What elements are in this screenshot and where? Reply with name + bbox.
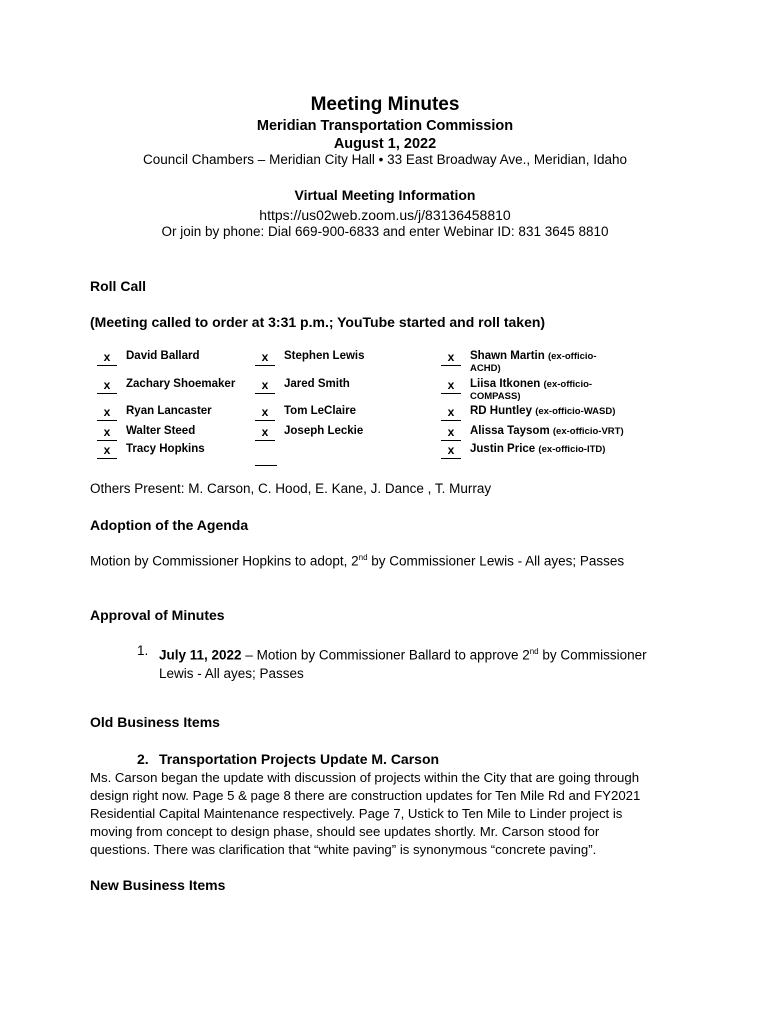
- member-name: Liisa Itkonen: [470, 378, 541, 390]
- agenda-motion-text: Motion by Commissioner Hopkins to adopt, 2: [90, 553, 359, 569]
- member-role: (ex-officio-: [543, 379, 593, 390]
- paragraph-line: Residential Capital Maintenance respectively. Page 7, Ustick to Ten Mile to Linder project is: [90, 806, 623, 821]
- attendance-mark: x: [441, 378, 461, 394]
- new-business-heading: New Business Items: [90, 877, 226, 893]
- roll-call-heading: Roll Call: [90, 278, 147, 294]
- minutes-item-date: July 11, 2022: [159, 647, 242, 663]
- member-name: RD Huntley: [470, 405, 532, 417]
- attendance-mark: x: [97, 378, 117, 394]
- member-name: Zachary Shoemaker: [126, 378, 236, 390]
- member-name: Alissa Taysom: [470, 425, 550, 437]
- member-name: David Ballard: [126, 350, 200, 362]
- called-to-order-text: (Meeting called to order at 3:31 p.m.; YouTube started and roll taken): [90, 314, 546, 330]
- member-name: Joseph Leckie: [284, 425, 364, 437]
- old-business-item-number: 2.: [137, 751, 149, 767]
- attendance-mark: x: [441, 443, 461, 459]
- others-present: Others Present: M. Carson, C. Hood, E. Kane, J. Dance , T. Murray: [90, 481, 492, 496]
- attendance-mark: x: [97, 443, 117, 459]
- attendance-mark: x: [441, 350, 461, 366]
- minutes-item: [159, 643, 689, 683]
- attendance-mark: x: [97, 350, 117, 366]
- member-name-with-role: [470, 425, 624, 437]
- member-role: (ex-officio-ITD): [538, 444, 606, 455]
- member-role: (ex-officio-: [547, 351, 597, 362]
- ordinal-suffix: nd: [358, 553, 368, 562]
- zoom-link[interactable]: https://us02web.zoom.us/j/83136458810: [259, 207, 511, 223]
- member-name-with-role: [470, 378, 592, 402]
- attendance-mark: x: [441, 405, 461, 421]
- attendance-mark: x: [255, 425, 275, 441]
- minutes-heading: Approval of Minutes: [90, 607, 225, 623]
- member-name: Justin Price: [470, 443, 536, 455]
- paragraph-line: moving from concept to design phase, should see updates shortly. Mr. Carson stood for: [90, 824, 600, 839]
- attendance-mark: x: [255, 405, 275, 421]
- paragraph-line: questions. There was clarification that “white paving” is synonymous “concrete paving”.: [90, 842, 597, 857]
- member-name: Tracy Hopkins: [126, 443, 205, 455]
- minutes-item-text-cont: by Commissioner: [538, 647, 647, 663]
- meeting-date: August 1, 2022: [333, 136, 437, 152]
- old-business-heading: Old Business Items: [90, 714, 220, 730]
- phone-info: Or join by phone: Dial 669-900-6833 and enter Webinar ID: 831 3645 8810: [161, 224, 609, 239]
- agenda-heading: Adoption of the Agenda: [90, 517, 249, 533]
- paragraph-line: Ms. Carson began the update with discussion of projects within the City that are going through: [90, 770, 640, 785]
- ordinal-suffix: nd: [529, 647, 539, 656]
- member-role-cont: COMPASS): [470, 391, 521, 402]
- member-name-with-role: [470, 443, 605, 455]
- agenda-motion: [90, 553, 624, 569]
- member-role: (ex-officio-VRT): [552, 426, 624, 437]
- agenda-motion-text-cont: by Commissioner Lewis - All ayes; Passes: [367, 553, 625, 569]
- member-name-with-role: [470, 405, 615, 417]
- minutes-item-number: 1.: [137, 643, 149, 658]
- meeting-location: Council Chambers – Meridian City Hall • 33 East Broadway Ave., Meridian, Idaho: [143, 152, 627, 167]
- attendance-mark: x: [97, 425, 117, 441]
- organization-name: Meridian Transportation Commission: [256, 118, 514, 134]
- member-name-with-role: [470, 350, 597, 374]
- attendance-mark: x: [255, 350, 275, 366]
- member-name: Jared Smith: [284, 378, 350, 390]
- member-name: Shawn Martin: [470, 350, 545, 362]
- member-role-cont: ACHD): [470, 363, 501, 374]
- attendance-mark: x: [97, 405, 117, 421]
- minutes-item-line2: Lewis - All ayes; Passes: [159, 665, 304, 681]
- blank-mark-line: [255, 450, 277, 466]
- member-role: (ex-officio-WASD): [535, 406, 616, 417]
- member-name: Tom LeClaire: [284, 405, 356, 417]
- old-business-item-title: Transportation Projects Update M. Carson: [159, 751, 440, 767]
- attendance-mark: x: [441, 425, 461, 441]
- document-title: Meeting Minutes: [310, 94, 460, 115]
- minutes-item-text: – Motion by Commissioner Ballard to approve 2: [241, 647, 530, 663]
- virtual-heading: Virtual Meeting Information: [294, 187, 476, 203]
- old-business-paragraph: [90, 769, 680, 859]
- member-name: Ryan Lancaster: [126, 405, 212, 417]
- paragraph-line: design right now. Page 5 & page 8 there are construction updates for Ten Mile Rd and FY2021: [90, 788, 641, 803]
- attendance-mark: x: [255, 378, 275, 394]
- member-name: Walter Steed: [126, 425, 196, 437]
- member-name: Stephen Lewis: [284, 350, 365, 362]
